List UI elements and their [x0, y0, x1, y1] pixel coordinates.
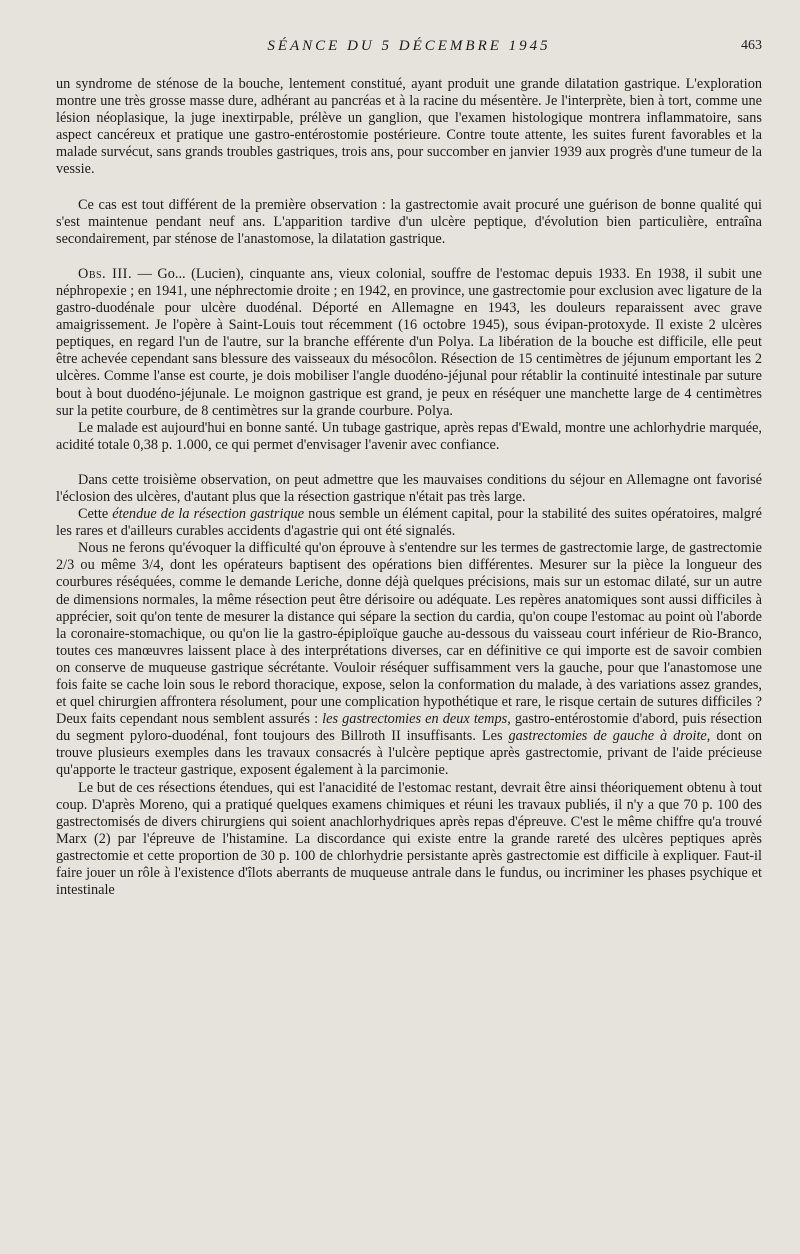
text-run: Cette — [78, 506, 113, 523]
paragraph-gastrectomy-terms — [56, 540, 762, 779]
text-run: Nous ne ferons qu'évoquer la difficulté qu'on éprouve à s'entendre sur les termes de gastrectomie large, de gastrectomie 2/3 ou même 3/4, dont les opérateurs baptisent des opérations bien différentes. Mesurer sur la pièce la longueur des courbures réséquées, comme le demande Leriche, donne déjà quelques précisions, mais sur un estomac dilaté, sur un autre de dimensions normales, la même résection peut être dérisoire ou adéquate. Les repères anatomiques sont aussi difficiles à apprécier, soit qu'on tente de mesurer la distance qui sépare la section du cardia, qu'on coupe l'estomac au point où l'aborde la coronaire-stomachique, ou qu'on lie la gastro-épiploïque gauche au-dessous du vaisseau court inférieur de Rio-Branco, toutes ces manœuvres laissent place à des interprétations diverses, car en définitive ce qui importe est de savoir combien on conserve de muqueuse gastrique sécrétante. Vouloir réséquer suffisamment vers la gauche, pour que l'anastomose une fois faite se cache loin sous le rebord thoracique, expose, selon la conformation du malade, à des variations assez grandes, et quel chirurgien affrontera résolument, pour une complication hypothétique et rare, le risque certain de sutures difficiles ? Deux faits cependant nous semblent assurés : — [56, 540, 762, 728]
text-run: , dont on trouve plusieurs exemples dans les travaux consacrés à l'ulcère peptique après gastrectomie, privant de l'aide précieuse qu'apporte le tracteur gastrique, exposent également à la parcimonie. — [56, 728, 762, 779]
observation-label: Obs. III. — [78, 265, 133, 282]
text-run: nous semble un élément capital, pour la stabilité des suites opératoires, malgré les rares et d'ailleurs curables accidents d'agastrie qui ont été signalés. — [56, 506, 763, 540]
emphasis: gastrectomies de gauche à droite — [508, 728, 707, 745]
page-header — [56, 38, 762, 76]
emphasis: étendue de la résection gastrique — [112, 506, 305, 523]
paragraph-comparison: Ce cas est tout différent de la première observation : la gastrectomie avait procuré une guérison de bonne qualité qui s'est maintenue pendant neuf ans. L'apparition tardive d'un ulcère peptique, d'évolution bien particulière, entraîna secondairement, par sténose de l'anastomose, la dilatation gastrique. — [56, 196, 762, 247]
running-title: SÉANCE DU 5 DÉCEMBRE 1945 — [267, 38, 551, 54]
paragraph-resection-extent — [56, 506, 762, 540]
observation-3-outcome: Le malade est aujourd'hui en bonne santé. Un tubage gastrique, après repas d'Ewald, montre une achlorhydrie marquée, acidité totale 0,38 p. 1.000, ce qui permet d'envisager l'avenir avec confiance. — [56, 419, 762, 453]
observation-3 — [56, 266, 762, 420]
paragraph-third-observation: Dans cette troisième observation, on peut admettre que les mauvaises conditions du séjour en Allemagne ont favorisé l'éclosion des ulcères, d'autant plus que la résection gastrique n'était pas très large. — [56, 471, 762, 505]
page-number: 463 — [741, 38, 762, 53]
paragraph-anacidity: Le but de ces résections étendues, qui est l'anacidité de l'estomac restant, devrait être ainsi théoriquement obtenu à tout coup. D'après Moreno, qui a pratiqué quelques examens chimiques et réuni les travaux publiés, il n'y a que 70 p. 100 des gastrectomisés de divers chirurgiens qui soient anachlorhydriques après repas d'épreuve. C'est le même chiffre qu'a trouvé Marx (2) par l'épreuve de l'histamine. La discordance qui existe entre la grande rareté des ulcères peptiques après gastrectomie et cette proportion de 30 p. 100 de chlorhydrie persistante après gastrectomie est difficile à expliquer. Faut-il faire jouer un rôle à l'existence d'îlots aberrants de muqueuse antrale dans le fundus, ou incriminer les phases psychique et intestinale — [56, 779, 762, 899]
paragraph-continuation: un syndrome de sténose de la bouche, lentement constitué, ayant produit une grande dilatation gastrique. L'exploration montre une très grosse masse dure, adhérant au pancréas et à la racine du mésentère. Je l'interprète, bien à tort, comme une lésion néoplasique, la juge inextirpable, prélève un ganglion, que l'examen histologique montrera inflammatoire, sans aspect cancéreux et pratique une gastro-entérostomie postérieure. Contre toute attente, les suites furent favorables et la malade survécut, sans grands troubles gastriques, trois ans, pour succomber en janvier 1939 aux progrès d'une tumeur de la vessie. — [56, 76, 762, 178]
observation-text: — Go... (Lucien), cinquante ans, vieux colonial, souffre de l'estomac depuis 1933. En 1938, il subit une néphropexie ; en 1941, une néphrectomie droite ; en 1942, en province, une gastrectomie pour exclusion avec ligature de la gastro-duodénale pour ulcère duodénal. Déporté en Allemagne en 1943, les douleurs reparaissent avec grave amaigrissement. Je l'opère à Saint-Louis tout récemment (16 octobre 1945), sous évipan-protoxyde. Il existe 2 ulcères peptiques, en regard l'un de l'autre, sur la branche efférente d'un Polya. La libération de la bouche est difficile, elle peut être achevée cependant sans blessure des vaisseaux du mésocôlon. Résection de 15 centimètres de jéjunum emportant les 2 ulcères. Comme l'anse est courte, je dois mobiliser l'angle duodéno-jéjunal pour rétablir la continuité intestinale par suture bout à bout duodéno-jéjunale. Le moignon gastrique est grand, je peux en réséquer une manchette large de 4 centimètres sur la petite courbure, de 8 centimètres sur la grande courbure. Polya. — [56, 265, 763, 419]
emphasis: les gastrectomies en deux temps — [322, 711, 508, 728]
text-run: , gastro-entérostomie d'abord, puis résection du segment pyloro-duodénal, font toujours des Billroth II insuffisants. Les — [56, 711, 763, 745]
